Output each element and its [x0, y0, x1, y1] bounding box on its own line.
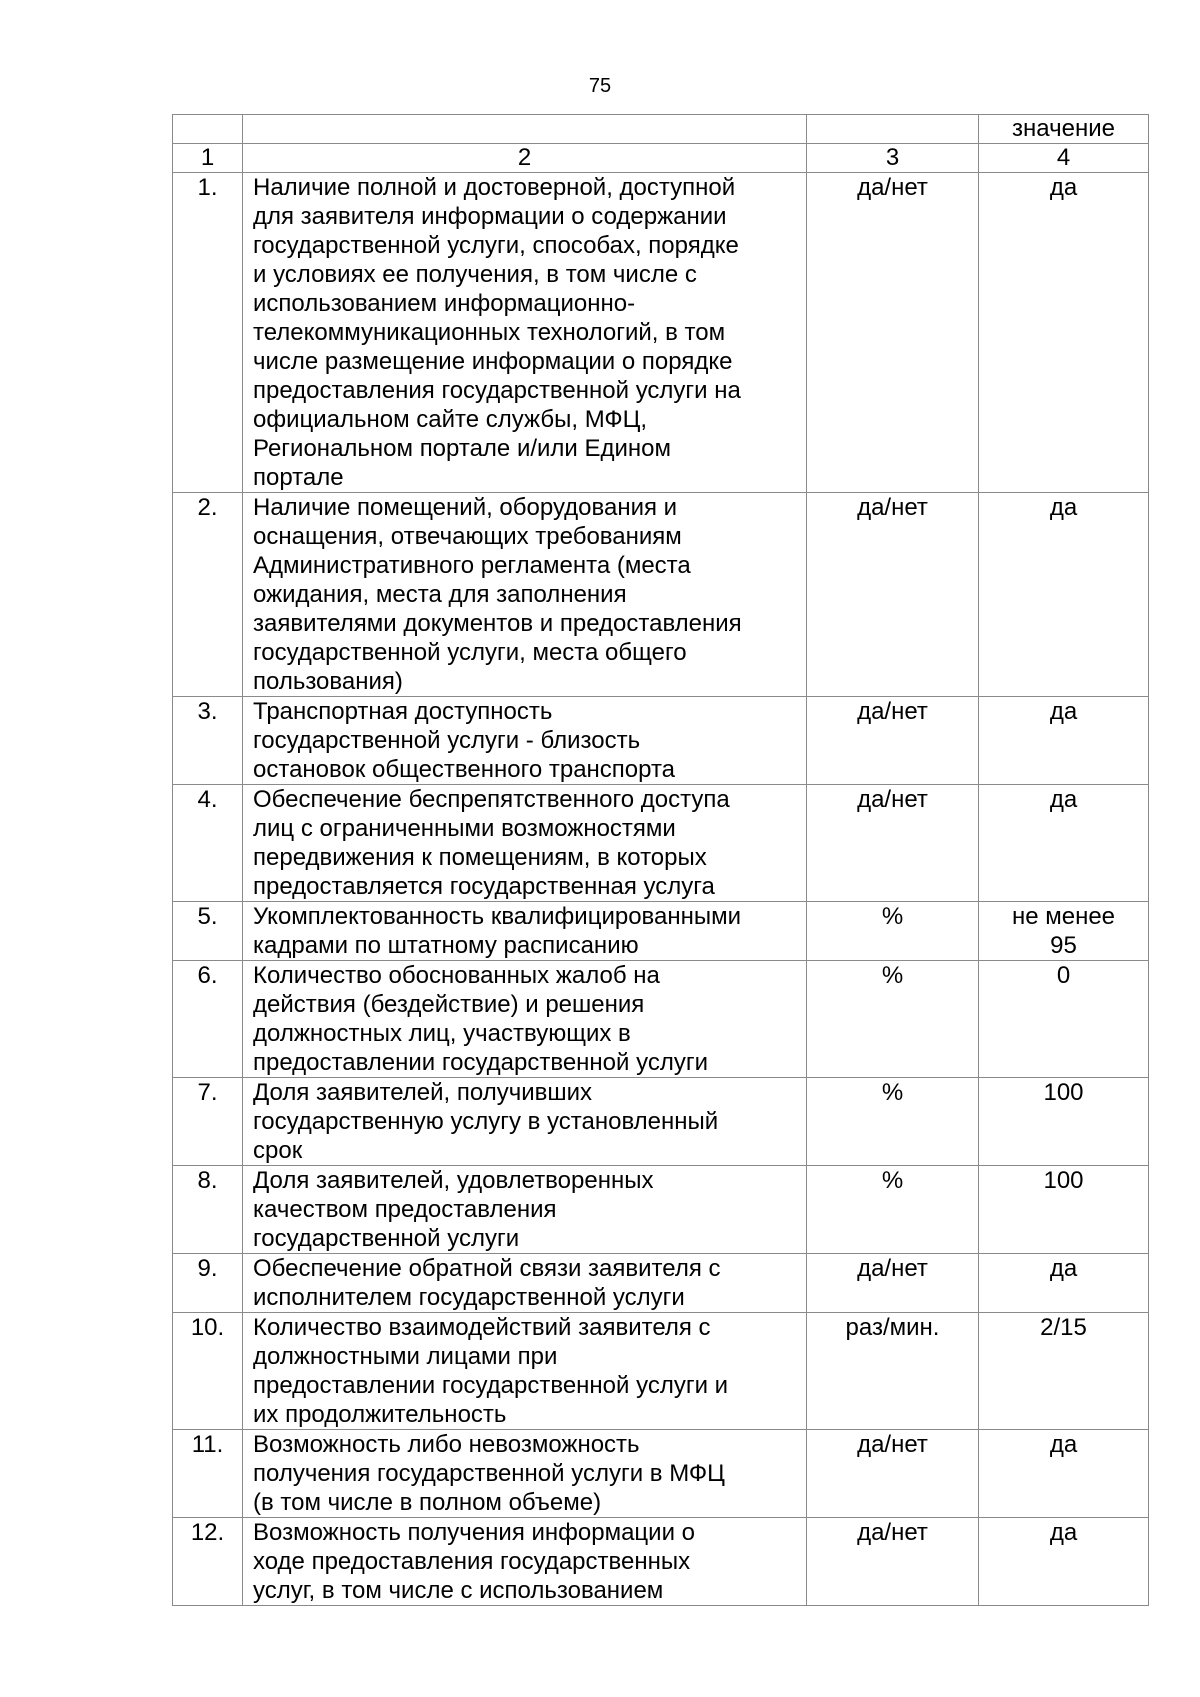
unit-of-measure: % [807, 1166, 979, 1254]
normative-value-line: не менее [1011, 903, 1116, 930]
indicator-name-line: исполнителем государственной услуги [253, 1284, 685, 1311]
indicator-name-line: Количество обоснованных жалоб на [253, 962, 660, 989]
row-number: 11. [173, 1430, 243, 1518]
indicator-name-line: государственной услуги, места общего [253, 639, 687, 666]
indicator-name-line: передвижения к помещениям, в которых [253, 844, 707, 871]
indicator-name-line: Наличие полной и достоверной, доступной [253, 174, 736, 201]
indicator-name-line: Региональном портале и/или Едином [253, 435, 672, 462]
indicator-name [243, 785, 807, 902]
unit-of-measure: да/нет [807, 1430, 979, 1518]
page-number: 75 [588, 75, 612, 97]
header-cell-2 [243, 115, 807, 144]
indicator-name-line: срок [253, 1137, 303, 1164]
indicator-name-line: государственной услуги - близость [253, 727, 641, 754]
indicator-name-line: Доля заявителей, получивших [253, 1079, 593, 1106]
indicator-name-line: государственной услуги, способах, порядке [253, 232, 739, 259]
row-number: 4. [173, 785, 243, 902]
indicator-name [243, 697, 807, 785]
row-number: 6. [173, 961, 243, 1078]
table-row [173, 1166, 1149, 1254]
indicator-name-line: лиц с ограниченными возможностями [253, 815, 676, 842]
table-row [173, 961, 1149, 1078]
indicator-name-line: получения государственной услуги в МФЦ [253, 1460, 725, 1487]
indicator-rows [173, 173, 1149, 1606]
indicator-name-line: их продолжительность [253, 1401, 507, 1428]
normative-value: да [979, 785, 1149, 902]
normative-value: 100 [979, 1166, 1149, 1254]
normative-value: 2/15 [979, 1313, 1149, 1430]
normative-value: 0 [979, 961, 1149, 1078]
table-row [173, 1078, 1149, 1166]
unit-of-measure: да/нет [807, 493, 979, 697]
row-number: 8. [173, 1166, 243, 1254]
indicator-name-line: (в том числе в полном объеме) [253, 1489, 602, 1516]
indicators-table [172, 114, 1149, 1606]
indicator-name-line: Административного регламента (места [253, 552, 691, 579]
indicator-name [243, 961, 807, 1078]
indicator-name-line: предоставления государственной услуги на [253, 377, 741, 404]
normative-value: да [979, 1254, 1149, 1313]
column-number-1: 1 [173, 144, 243, 173]
table-row [173, 1254, 1149, 1313]
indicator-name [243, 1078, 807, 1166]
indicator-name-line: Транспортная доступность [253, 698, 553, 725]
indicator-name [243, 1166, 807, 1254]
unit-of-measure: да/нет [807, 697, 979, 785]
indicator-name-line: предоставлении государственной услуги и [253, 1372, 729, 1399]
unit-of-measure: раз/мин. [807, 1313, 979, 1430]
indicator-name-line: предоставляется государственная услуга [253, 873, 715, 900]
row-number: 2. [173, 493, 243, 697]
indicator-name-line: ходе предоставления государственных [253, 1548, 691, 1575]
row-number: 5. [173, 902, 243, 961]
indicator-name [243, 1430, 807, 1518]
indicator-name-line: Возможность либо невозможность [253, 1431, 640, 1458]
indicator-name-line: Укомплектованность квалифицированными [253, 903, 742, 930]
normative-value: да [979, 1518, 1149, 1606]
unit-of-measure: да/нет [807, 1518, 979, 1606]
row-number: 10. [173, 1313, 243, 1430]
indicator-name-line: кадрами по штатному расписанию [253, 932, 639, 959]
row-number: 1. [173, 173, 243, 493]
indicator-name-line: портале [253, 464, 344, 491]
indicator-name-line: предоставлении государственной услуги [253, 1049, 708, 1076]
table-row [173, 1430, 1149, 1518]
indicator-name-line: пользования) [253, 668, 403, 695]
indicator-name [243, 493, 807, 697]
indicator-name [243, 1313, 807, 1430]
normative-value-line: 95 [1050, 932, 1077, 959]
indicator-name-line: должностными лицами при [253, 1343, 558, 1370]
row-number: 9. [173, 1254, 243, 1313]
unit-of-measure: да/нет [807, 785, 979, 902]
normative-value: да [979, 1430, 1149, 1518]
normative-value: 100 [979, 1078, 1149, 1166]
indicator-name-line: действия (бездействие) и решения [253, 991, 645, 1018]
indicator-name-line: телекоммуникационных технологий, в том [253, 319, 726, 346]
table-row [173, 173, 1149, 493]
column-numbers-row [173, 144, 1149, 173]
header-continuation-row [173, 115, 1149, 144]
indicator-name-line: Обеспечение обратной связи заявителя с [253, 1255, 721, 1282]
indicator-name-line: и условиях ее получения, в том числе с [253, 261, 697, 288]
normative-value: да [979, 493, 1149, 697]
header-cell-1 [173, 115, 243, 144]
indicator-name-line: использованием информационно- [253, 290, 636, 317]
table-row [173, 902, 1149, 961]
normative-value [979, 902, 1149, 961]
indicator-name-line: Наличие помещений, оборудования и [253, 494, 678, 521]
indicator-name-line: Доля заявителей, удовлетворенных [253, 1167, 654, 1194]
indicator-name-line: должностных лиц, участвующих в [253, 1020, 631, 1047]
unit-of-measure: % [807, 902, 979, 961]
indicator-name [243, 173, 807, 493]
indicator-name-line: Возможность получения информации о [253, 1519, 696, 1546]
indicator-name-line: заявителями документов и предоставления [253, 610, 742, 637]
indicator-name-line: Обеспечение беспрепятственного доступа [253, 786, 730, 813]
row-number: 12. [173, 1518, 243, 1606]
normative-value: да [979, 173, 1149, 493]
indicator-name [243, 1254, 807, 1313]
unit-of-measure: да/нет [807, 1254, 979, 1313]
column-number-3: 3 [807, 144, 979, 173]
header-cell-4: значение [979, 115, 1149, 144]
indicator-name-line: государственной услуги [253, 1225, 520, 1252]
column-number-2: 2 [243, 144, 807, 173]
table-row [173, 1313, 1149, 1430]
table-row [173, 785, 1149, 902]
header-cell-3 [807, 115, 979, 144]
indicator-name-line: ожидания, места для заполнения [253, 581, 627, 608]
column-number-4: 4 [979, 144, 1149, 173]
indicator-name-line: числе размещение информации о порядке [253, 348, 733, 375]
indicator-name-line: остановок общественного транспорта [253, 756, 676, 783]
indicator-name [243, 1518, 807, 1606]
indicator-name-line: Количество взаимодействий заявителя с [253, 1314, 711, 1341]
unit-of-measure: да/нет [807, 173, 979, 493]
row-number: 7. [173, 1078, 243, 1166]
indicator-name [243, 902, 807, 961]
row-number: 3. [173, 697, 243, 785]
indicator-name-line: качеством предоставления [253, 1196, 557, 1223]
unit-of-measure: % [807, 1078, 979, 1166]
indicator-name-line: оснащения, отвечающих требованиям [253, 523, 682, 550]
indicator-name-line: государственную услугу в установленный [253, 1108, 719, 1135]
table-row [173, 697, 1149, 785]
indicator-name-line: официальном сайте службы, МФЦ, [253, 406, 648, 433]
table-row [173, 1518, 1149, 1606]
indicator-name-line: услуг, в том числе с использованием [253, 1577, 664, 1604]
indicator-name-line: для заявителя информации о содержании [253, 203, 727, 230]
unit-of-measure: % [807, 961, 979, 1078]
table-row [173, 493, 1149, 697]
normative-value: да [979, 697, 1149, 785]
